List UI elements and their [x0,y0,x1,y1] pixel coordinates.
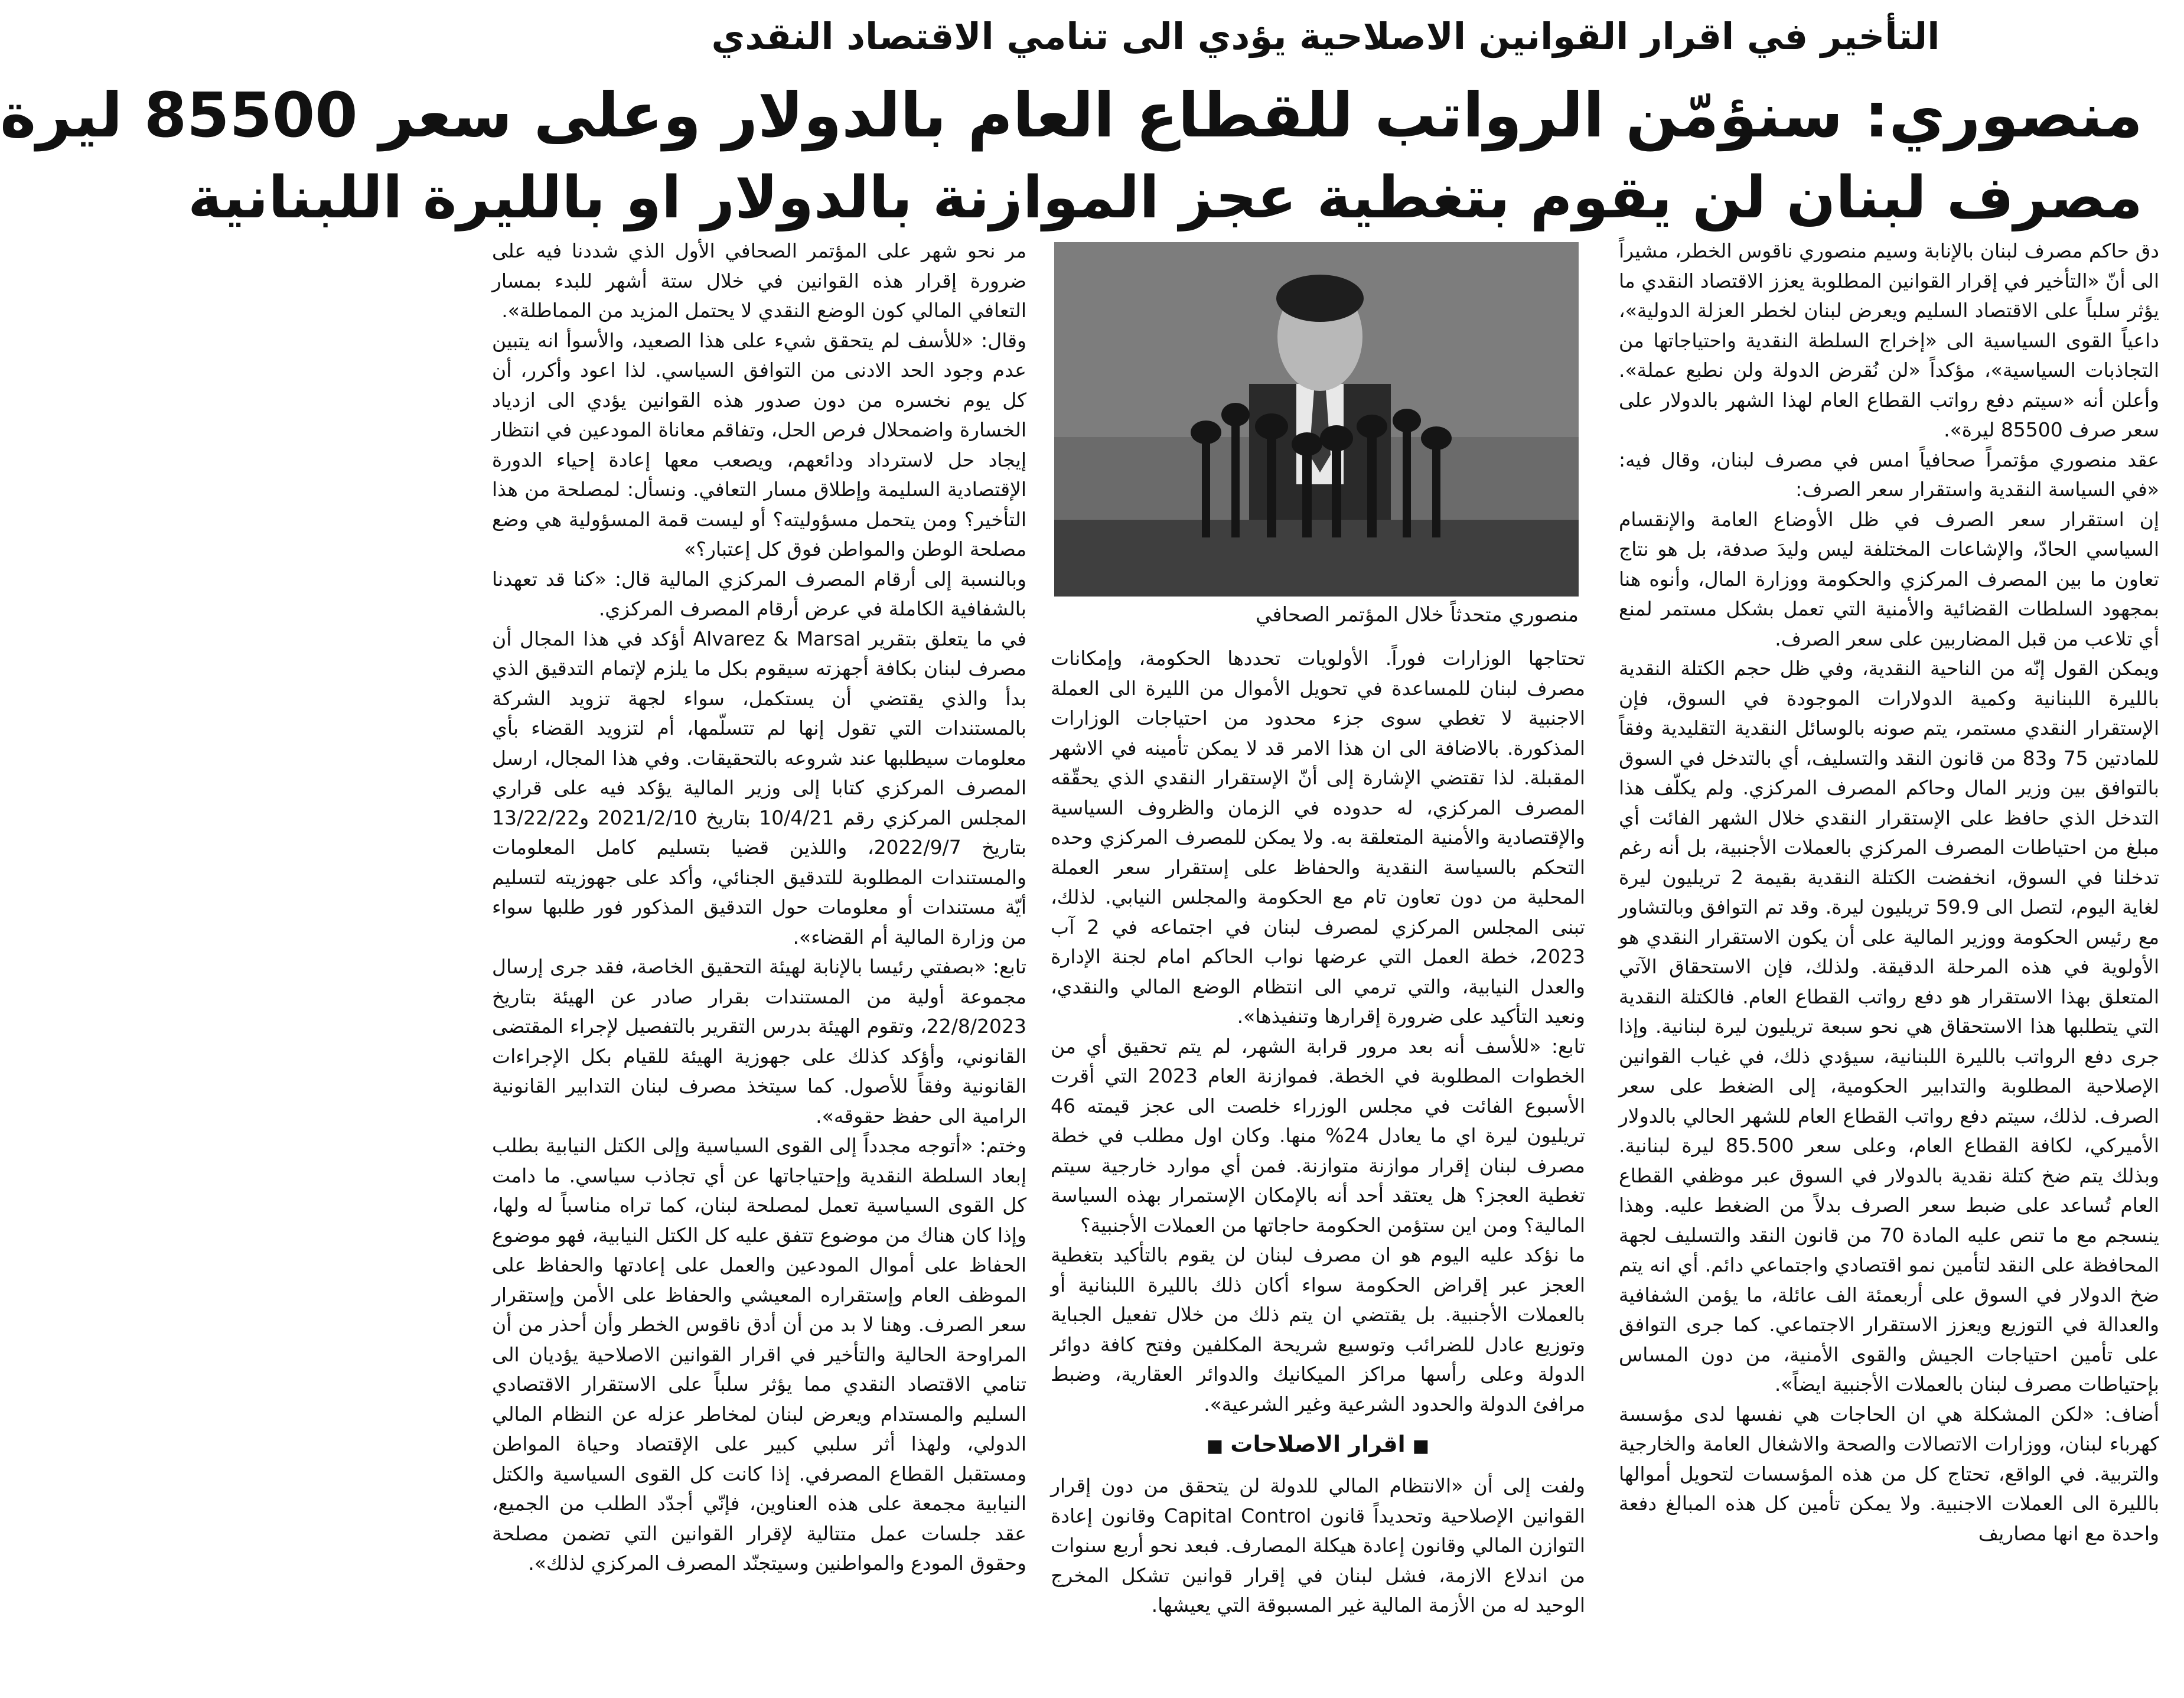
press-conference-photo [1054,242,1579,597]
article-column-right [1619,236,2159,1686]
paragraph: وقال: «للأسف لم يتحقق شيء على هذا الصعيد، والأسوأ انه يتبين عدم وجود الحد الادنى من التوافق السياسي. لذا اعود وأكرر، أن كل يوم نخسره من دون صدور هذه القوانين يؤدي الى ازدياد الخسارة واضمحلال فرص الحل، وتفاقم معاناة المودعين في انتظار إيجاد حل لاسترداد ودائعهم، ويصعب معها إعادة إحياء الدورة الإقتصادية السليمة وإطلاق مسار التعافي. ونسأل: لمصلحة من هذا التأخير؟ ومن يتحمل مسؤوليته؟ أو ليست قمة المسؤولية هي وضع مصلحة الوطن والمواطن فوق كل إعتبار؟» [492,328,1026,560]
paragraph: إن استقرار سعر الصرف في ظل الأوضاع العامة والإنقسام السياسي الحادّ، والإشاعات المختلفة ليس وليدَ صدفة، بل هو نتاج تعاون ما بين المصرف المركزي والحكومة ووزارة المال، وأنوه هنا بمجهود السلطات القضائية والأمنية التي تعمل بشكل مستمر لمنع أي تلاعب من قبل المضاربين على سعر الصرف. [1619,507,2159,650]
paragraph: دق حاكم مصرف لبنان بالإنابة وسيم منصوري ناقوس الخطر، مشيراً الى أنّ «التأخير في إقرار القوانين المطلوبة يعزز الاقتصاد النقدي ما يؤثر سلباً على الاقتصاد السليم ويعرض لبنان لخطر العزلة الدولية»، داعياً القوى السياسية الى «إخراج السلطة النقدية واحتياجاتها من التجاذبات السياسية»، مؤكداً «لن نُقرض الدولة ولن نطبع عملة». وأعلن أنه «سيتم دفع رواتب القطاع العام لهذا الشهر بالدولار على سعر صرف 85500 ليرة». [1619,239,2159,441]
section-subheading [1051,1426,1585,1464]
paragraph: في ما يتعلق بتقرير Alvarez & Marsal أؤكد في هذا المجال أن مصرف لبنان بكافة أجهزته سيقوم بكل ما يلزم لإتمام التدقيق الذي بدأ والذي يقتضي أن يستكمل، سواء لجهة تزويد الشركة بالمستندات التي تقول إنها لم تتسلّمها، أم لتزويد القضاء بأي معلومات سيطلبها عند شروعه بالتحقيقات. وفي هذا المجال، ارسل المصرف المركزي كتابا إلى وزير المالية يؤكد فيه على قراري المجلس المركزي رقم 10/4/21 بتاريخ 2021/2/10 و13/22/22 بتاريخ 2022/9/7، واللذين قضيا بتسليم كامل المعلومات والمستندات المطلوبة للتدقيق الجنائي، وأكد على جهوزيته لتسليم أيّة مستندات أو معلومات حول التدقيق المذكور فور طلبها سواء من وزارة المالية أم القضاء». [492,627,1026,949]
square-bullet-icon: ■ [1412,1436,1430,1456]
main-headline: منصوري: سنؤمّن الرواتب للقطاع العام بالدولار وعلى سعر 85500 ليرة [0,79,2143,151]
paragraph: ما نؤكد عليه اليوم هو ان مصرف لبنان لن يقوم بالتأكيد بتغطية العجز عبر إقراض الحكومة سواء أكان ذلك بالليرة اللبنانية أو بالعملات الأجنبية. بل يقتضي ان يتم ذلك من خلال تفعيل الجباية وتوزيع عادل للضرائب وتوسيع شريحة المكلفين وفتح كافة دوائر الدولة وعلى رأسها مراكز الميكانيك والدوائر العقارية، وضبط مرافئ الدولة والحدود الشرعية وغير الشرعية». [1051,1243,1585,1416]
paragraph: وبالنسبة إلى أرقام المصرف المركزي المالية قال: «كنا قد تعهدنا بالشفافية الكاملة في عرض أرقام المصرف المركزي. [492,567,1026,620]
paragraph: مر نحو شهر على المؤتمر الصحافي الأول الذي شددنا فيه على ضرورة إقرار هذه القوانين في خلال ستة أشهر للبدء بمسار التعافي المالي كون الوضع النقدي لا يحتمل المزيد من المماطلة». [492,239,1026,322]
paragraph: أضاف: «لكن المشكلة هي ان الحاجات هي نفسها لدى مؤسسة كهرباء لبنان، ووزارات الاتصالات والصحة والاشغال العامة والخارجية والتربية. في الواقع، تحتاج كل من هذه المؤسسات لتحويل أموالها بالليرة الى العملات الاجنبية. ولا يمكن تأمين كل هذه المبالغ دفعة واحدة مع انها مصاريف [1619,1402,2159,1545]
subheading-text: اقرار الاصلاحات [1230,1431,1406,1457]
paragraph: ولفت إلى أن «الانتظام المالي للدولة لن يتحقق من دون إقرار القوانين الإصلاحية وتحديداً قانون Capital Control وقانون إعادة التوازن المالي وقانون إعادة هيكلة المصارف. فبعد نحو أربع سنوات من اندلاع الازمة، فشل لبنان في إقرار قوانين تشكل المخرج الوحيد له من الأزمة المالية غير المسبوقة التي يعيشها. [1051,1474,1585,1616]
paragraph: وختم: «أتوجه مجدداً إلى القوى السياسية وإلى الكتل النيابية بطلب إبعاد السلطة النقدية وإحتياجاتها عن أي تجاذب سياسي. ما دامت كل القوى السياسية تعمل لمصلحة لبنان، كما تراه مناسباً له ولها، وإذا كان هناك من موضوع تتفق عليه كل الكتل النيابية، فهو موضوع الحفاظ على أموال المودعين والعمل على إعادتها والحفاظ على الموظف العام وإستقراره المعيشي والحفاظ على الأمن وإستقرار سعر الصرف. وهنا لا بد من أن أدق ناقوس الخطر وأن أحذر من أن المراوحة الحالية والتأخير في اقرار القوانين الاصلاحية يؤديان الى تنامي الاقتصاد النقدي مما يؤثر سلباً على الاستقرار الاقتصادي السليم والمستدام ويعرض لبنان لمخاطر عزله عن النظام المالي الدولي، ولهذا أثر سلبي كبير على الإقتصاد وحياة المواطن ومستقبل القطاع المصرفي. إذا كانت كل القوى السياسية والكتل النيابية مجمعة على هذه العناوين، فإنّي أجدّد الطلب من الجميع، عقد جلسات عمل متتالية لإقرار القوانين التي تضمن مصلحة وحقوق المودع والمواطنين وسيتجنّد المصرف المركزي لذلك». [492,1134,1026,1575]
paragraph: تابع: «للأسف أنه بعد مرور قرابة الشهر، لم يتم تحقيق أي من الخطوات المطلوبة في الخطة. فموازنة العام 2023 التي أقرت الأسبوع الفائت في مجلس الوزراء خلصت الى عجز قيمته 46 تريليون ليرة اي ما يعادل 24% منها. وكان اول مطلب في خطة مصرف لبنان إقرار موازنة متوازنة. فمن أي موارد خارجية سيتم تغطية العجز؟ هل يعتقد أحد أنه بالإمكان الإستمرار بهذه السياسة المالية؟ ومن اين ستؤمن الحكومة حاجاتها من العملات الأجنبية؟ [1051,1034,1586,1237]
article-column-middle [1051,644,1585,1686]
kicker-headline: التأخير في اقرار القوانين الاصلاحية يؤدي الى تنامي الاقتصاد النقدي [711,15,1940,58]
second-headline: مصرف لبنان لن يقوم بتغطية عجز الموازنة بالدولار او بالليرة اللبنانية [188,164,2143,232]
paragraph: تابع: «بصفتي رئيسا بالإنابة لهيئة التحقيق الخاصة، فقد جرى إرسال مجموعة أولية من المستندات بقرار صادر عن الهيئة بتاريخ 22/8/2023، وتقوم الهيئة بدرس التقرير بالتفصيل لإجراء المقتضى القانوني، وأؤكد كذلك على جهوزية الهيئة للقيام بكل الإجراءات القانونية وفقاً للأصول. كما سيتخذ مصرف لبنان التدابير القانونية الرامية الى حفظ حقوقه». [492,955,1026,1127]
paragraph: عقد منصوري مؤتمراً صحافياً امس في مصرف لبنان، وقال فيه: «في السياسة النقدية واستقرار سعر الصرف: [1619,448,2159,501]
article-column-left [492,236,1026,1686]
paragraph: ويمكن القول إنّه من الناحية النقدية، وفي ظل حجم الكتلة النقدية بالليرة اللبنانية وكمية الدولارات الموجودة في السوق، فإن الإستقرار النقدي مستمر، يتم صونه بالوسائل النقدية التقليدية وفقاً للمادتين 75 و83 من قانون النقد والتسليف، أي بالتدخل في السوق بالتوافق بين وزير المال وحاكم المصرف المركزي. ولم يكلّف هذا التدخل الذي حافظ على الإستقرار النقدي خلال الشهر الفائت أي مبلغ من احتياطات المصرف المركزي بالعملات الأجنبية، بل أنه رغم تدخلنا في السوق، انخفضت الكتلة النقدية بقيمة 2 تريليون ليرة لغاية اليوم، لتصل الى 59.9 تريليون ليرة. وقد تم التوافق وبالتشاور مع رئيس الحكومة ووزير المالية على أن يكون الاستقرار النقدي هو الأولوية في هذه المرحلة الدقيقة. ولذلك، فإن الاستحقاق الآتي المتعلق بهذا الاستقرار هو دفع رواتب القطاع العام. فالكتلة النقدية التي يتطلبها هذا الاستحقاق هي نحو سبعة تريليون ليرة لبنانية. وإذا جرى دفع الرواتب بالليرة اللبنانية، سيؤدي ذلك، في غياب القوانين الإصلاحية المطلوبة والتدابير الحكومية، إلى الضغط على سعر الصرف. لذلك، سيتم دفع رواتب القطاع العام للشهر الحالي بالدولار الأميركي، لكافة القطاع العام، وعلى سعر 85.500 ليرة لبنانية. وبذلك يتم ضخ كتلة نقدية بالدولار في السوق عبر موظفي القطاع العام تُساعد على ضبط سعر الصرف بدلاً من الضغط عليه. وهذا ينسجم مع ما تنص عليه المادة 70 من قانون النقد والتسليف لجهة المحافظة على النقد لتأمين نمو اقتصادي واجتماعي دائم. أي انه يتم ضخ الدولار في السوق على أربعمئة الف عائلة، ما يؤمن الشفافية والعدالة في التوزيع ويعزز الاستقرار الاجتماعي. كما جرى التوافق على تأمين احتياجات الجيش والقوى الأمنية، من دون المساس بإحتياطات مصرف لبنان بالعملات الأجنبية ايضاً». [1619,657,2160,1396]
photo-caption: منصوري متحدثاً خلال المؤتمر الصحافي [1256,603,1579,627]
photo-illustration [1054,242,1579,597]
paragraph: تحتاجها الوزارات فوراً. الأولويات تحددها الحكومة، وإمكانات مصرف لبنان للمساعدة في تحويل الأموال من الليرة الى العملة الاجنبية لا تغطي سوى جزء محدود من احتياجات الوزارات المذكورة. بالاضافة الى ان هذا الامر قد لا يمكن تأمينه في الاشهر المقبلة. لذا تقتضي الإشارة إلى أنّ الإستقرار النقدي الذي يحقّقه المصرف المركزي، له حدوده في الزمان والظروف السياسية والإقتصادية والأمنية المتعلقة به. ولا يمكن للمصرف المركزي وحده التحكم بالسياسة النقدية والحفاظ على إستقرار سعر العملة المحلية من دون تعاون تام مع الحكومة والمجلس النيابي. لذلك، تبنى المجلس المركزي لمصرف لبنان في اجتماعه في 2 آب 2023، خطة العمل التي عرضها نواب الحاكم امام لجنة الإدارة والعدل النيابية، والتي ترمي الى انتظام الوضع المالي والنقدي، ونعيد التأكيد على ضرورة إقرارها وتنفيذها». [1051,647,1585,1028]
square-bullet-icon: ■ [1206,1436,1224,1456]
